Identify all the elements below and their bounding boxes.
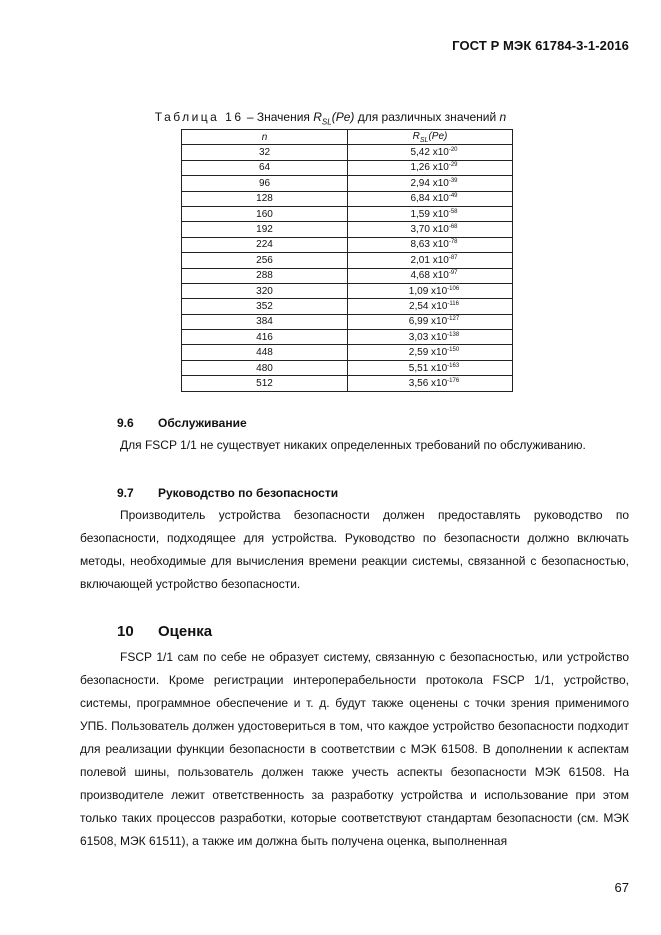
cell-mantissa: 1,59 x10 xyxy=(410,208,449,220)
cell-rsl-value xyxy=(348,222,513,237)
cell-rsl-value xyxy=(348,283,513,298)
cell-exponent: -29 xyxy=(448,162,458,169)
cell-n: 128 xyxy=(182,191,348,206)
cell-mantissa: 5,51 x10 xyxy=(408,362,448,374)
column-header-r-symbol: R xyxy=(412,130,420,142)
cell-n: 512 xyxy=(182,376,348,391)
cell-n: 32 xyxy=(182,145,348,160)
cell-rsl-value xyxy=(348,191,513,206)
section-9-6-number: 9.6 xyxy=(117,416,134,430)
cell-mantissa: 3,03 x10 xyxy=(408,331,448,343)
cell-mantissa: 3,70 x10 xyxy=(410,224,449,236)
cell-n: 256 xyxy=(182,253,348,268)
cell-mantissa: 1,09 x10 xyxy=(408,285,448,297)
table-row xyxy=(182,299,513,314)
cell-exponent: -138 xyxy=(447,331,460,338)
table-row xyxy=(182,206,513,221)
cell-n: 64 xyxy=(182,160,348,175)
table-caption-label: Таблица 16 xyxy=(154,110,244,124)
cell-n: 160 xyxy=(182,206,348,221)
table-row xyxy=(182,268,513,283)
cell-exponent: -106 xyxy=(447,285,460,292)
cell-rsl-value xyxy=(348,299,513,314)
table-row xyxy=(182,191,513,206)
table-caption-sub: SL xyxy=(321,117,332,127)
cell-n: 192 xyxy=(182,222,348,237)
section-9-7-number: 9.7 xyxy=(117,486,134,500)
table-row xyxy=(182,314,513,329)
section-10-title: Оценка xyxy=(158,623,213,640)
cell-exponent: -163 xyxy=(447,362,460,369)
cell-rsl-value xyxy=(348,345,513,360)
cell-rsl-value xyxy=(348,268,513,283)
cell-n: 288 xyxy=(182,268,348,283)
table-header-row xyxy=(182,130,513,145)
table-row xyxy=(182,145,513,160)
table-row xyxy=(182,376,513,391)
cell-n: 96 xyxy=(182,176,348,191)
cell-exponent: -20 xyxy=(448,147,458,154)
cell-exponent: -68 xyxy=(448,224,458,231)
cell-n: 384 xyxy=(182,314,348,329)
cell-exponent: -58 xyxy=(448,208,458,215)
column-header-n: n xyxy=(182,130,348,145)
column-header-r xyxy=(348,130,513,145)
table-caption xyxy=(0,110,661,126)
table-caption-dash: – Значения xyxy=(243,110,314,124)
cell-exponent: -97 xyxy=(448,270,458,277)
cell-mantissa: 2,54 x10 xyxy=(409,300,448,312)
table-caption-r: R xyxy=(313,110,322,124)
cell-rsl-value xyxy=(348,206,513,221)
table-caption-n: n xyxy=(499,110,507,124)
cell-mantissa: 5,42 x10 xyxy=(410,147,449,159)
cell-exponent: -49 xyxy=(448,193,458,200)
values-table xyxy=(181,129,513,392)
cell-rsl-value xyxy=(348,376,513,391)
cell-rsl-value xyxy=(348,160,513,175)
table-row xyxy=(182,283,513,298)
cell-mantissa: 2,59 x10 xyxy=(408,347,448,359)
table-row xyxy=(182,360,513,375)
table-row xyxy=(182,222,513,237)
cell-rsl-value xyxy=(348,237,513,252)
section-10-number: 10 xyxy=(117,623,134,640)
section-9-7-text: Производитель устройства безопасности должен предоставлять руководство по безопасности, подходящее для устройства. Руководство по безопасности должно включать методы, необходимые для вычисления времени реакции системы, связанной с безопасностью, включающей устройство безопасности. xyxy=(80,508,629,591)
cell-mantissa: 2,94 x10 xyxy=(410,177,449,189)
cell-n: 448 xyxy=(182,345,348,360)
cell-exponent: -176 xyxy=(447,377,460,384)
cell-exponent: -39 xyxy=(448,177,458,184)
cell-n: 480 xyxy=(182,360,348,375)
table-row xyxy=(182,330,513,345)
table-row xyxy=(182,237,513,252)
cell-mantissa: 1,26 x10 xyxy=(410,162,449,174)
section-9-6-title: Обслуживание xyxy=(158,416,247,430)
table-row xyxy=(182,160,513,175)
table-row xyxy=(182,345,513,360)
section-9-7-title: Руководство по безопасности xyxy=(158,486,339,500)
table-caption-arg: (Pe) xyxy=(331,110,355,124)
cell-rsl-value xyxy=(348,330,513,345)
cell-exponent: -116 xyxy=(447,300,459,307)
cell-mantissa: 6,84 x10 xyxy=(410,193,449,205)
cell-mantissa: 6,99 x10 xyxy=(408,316,448,328)
cell-exponent: -127 xyxy=(447,316,460,323)
table-row xyxy=(182,253,513,268)
table-row xyxy=(182,176,513,191)
cell-mantissa: 4,68 x10 xyxy=(410,270,449,282)
column-header-r-sub: SL xyxy=(419,136,429,144)
cell-exponent: -78 xyxy=(448,239,458,246)
section-10-text: FSCP 1/1 сам по себе не образует систему, связанную с безопасностью, или устройство безопасности. Кроме регистрации интероперабельности протокола FSCP 1/1, устройство, системы, программное обеспечение и т. д. будут также оценены с точки зрения применимого УПБ. Пользователь должен удостовериться в том, что каждое устройство безопасности подходит для реализации функции безопасности в соответствии с МЭК 61508. В дополнении к аспектам полевой шины, пользователь должен также учесть аспекты безопасности МЭК 61508. На производителе лежит ответственность за разработку устройства и использование при этом только таких процессов разработки, которые соответствуют стандартам безопасности (см. МЭК 61508, МЭК 61511), а также им должна быть получена оценка, выполненная xyxy=(80,650,629,848)
table-caption-rest: для различных значений xyxy=(354,110,500,124)
cell-mantissa: 2,01 x10 xyxy=(410,254,449,266)
document-header: ГОСТ Р МЭК 61784-3-1-2016 xyxy=(452,38,629,53)
cell-n: 352 xyxy=(182,299,348,314)
page-number: 67 xyxy=(614,880,629,895)
cell-n: 224 xyxy=(182,237,348,252)
cell-rsl-value xyxy=(348,145,513,160)
cell-rsl-value xyxy=(348,253,513,268)
cell-rsl-value xyxy=(348,360,513,375)
cell-mantissa: 3,56 x10 xyxy=(408,377,448,389)
cell-rsl-value xyxy=(348,314,513,329)
cell-exponent: -150 xyxy=(447,347,460,354)
cell-rsl-value xyxy=(348,176,513,191)
cell-n: 320 xyxy=(182,283,348,298)
cell-mantissa: 8,63 x10 xyxy=(410,239,449,251)
section-9-6-text: Для FSCP 1/1 не существует никаких определенных требований по обслуживанию. xyxy=(120,438,586,452)
column-header-r-arg: (Pe) xyxy=(428,130,448,142)
cell-n: 416 xyxy=(182,330,348,345)
cell-exponent: -87 xyxy=(448,254,458,261)
